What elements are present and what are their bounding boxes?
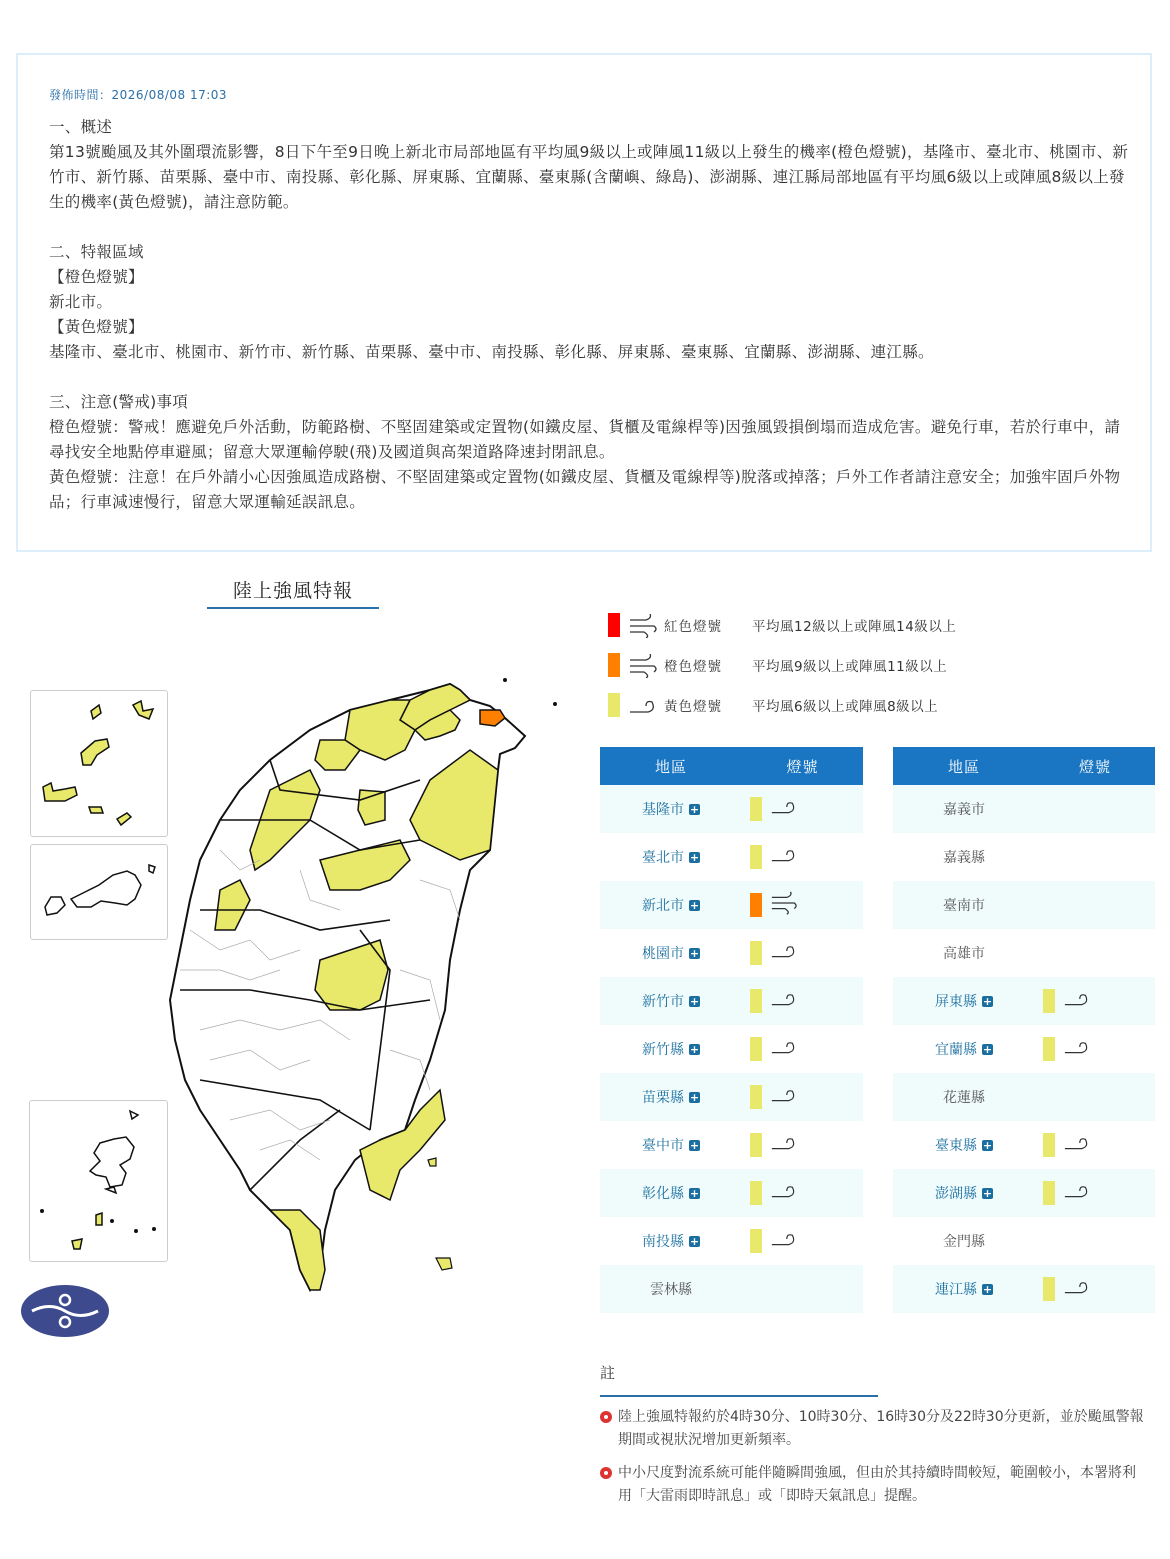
legend-red [600,612,1140,652]
legend-orange-desc: 平均風9級以上或陣風11級以上 [752,659,948,675]
table-row [893,881,1155,929]
table-row [893,833,1155,881]
taiwan-map-svg [160,670,560,1300]
region-orchid-island [436,1258,452,1270]
region-name[interactable]: 南投縣 [642,1234,684,1250]
wind-icon [770,1239,798,1255]
yellow-signal-swatch [750,1181,762,1205]
wind-icon [628,694,658,722]
yellow-signal-swatch [750,1229,762,1253]
wind-icon [770,1143,798,1159]
strong-wind-icon [628,654,658,682]
orange-swatch [608,653,620,677]
region-name: 嘉義市 [943,802,985,818]
table-row [600,1265,863,1313]
wind-icon [1063,1047,1091,1063]
wind-icon [1063,1143,1091,1159]
section-1-body: 第13號颱風及其外圍環流影響，8日下午至9日晚上新北市局部地區有平均風9級以上或陣風11級以上發生的機率(橙色燈號)，基隆市、臺北市、桃園市、新竹市、新竹縣、苗栗縣、臺中市、南投縣、彰化縣、屏東縣、宜蘭縣、臺東縣(含蘭嶼、綠島)、澎湖縣、連江縣局部地區有平均風6級以上或陣風8級以上發生的機率(黃色燈號)，請注意防範。 [49,143,1129,211]
region-name[interactable]: 新北市 [642,898,684,914]
yellow-signal-swatch [1043,989,1055,1013]
yellow-signal-list: 基隆市、臺北市、桃園市、新竹市、新竹縣、苗栗縣、臺中市、南投縣、彰化縣、屏東縣、臺東縣、宜蘭縣、澎湖縣、連江縣。 [49,343,934,361]
legend-red-name: 紅色燈號 [664,619,722,635]
region-table-left [600,747,863,1313]
orange-signal-swatch [750,893,762,917]
expand-icon[interactable]: + [689,851,700,864]
table-row [893,1025,1155,1073]
table-row [893,1169,1155,1217]
wind-icon [770,999,798,1015]
table-row [600,1217,863,1265]
yellow-signal-label: 【黃色燈號】 [49,318,144,336]
table-row [600,977,863,1025]
red-swatch [608,613,620,637]
region-name[interactable]: 臺東縣 [935,1138,977,1154]
wind-icon [770,1095,798,1111]
yellow-signal-swatch [1043,1181,1055,1205]
table-row [600,1121,863,1169]
wind-icon [770,951,798,967]
signal-legend [600,612,1140,732]
region-name: 臺南市 [943,898,985,914]
table-row [893,1121,1155,1169]
yellow-signal-swatch [750,989,762,1013]
region-name[interactable]: 臺中市 [642,1138,684,1154]
region-name[interactable]: 苗栗縣 [642,1090,684,1106]
table-row [893,1265,1155,1313]
note-item [600,1406,1145,1452]
region-name[interactable]: 新竹縣 [642,1042,684,1058]
expand-icon[interactable]: + [689,947,700,960]
expand-icon[interactable]: + [982,1283,993,1296]
region-table-right [893,747,1155,1313]
expand-icon[interactable]: + [689,1043,700,1056]
table-row [600,1073,863,1121]
bulletin-content [49,115,1129,515]
region-name[interactable]: 新竹市 [642,994,684,1010]
yellow-signal-swatch [1043,1277,1055,1301]
header-region: 地區 [600,747,742,785]
expand-icon[interactable]: + [689,899,700,912]
wind-icon [1063,999,1091,1015]
map-title: 陸上強風特報 [207,576,379,609]
cwa-logo [20,1284,110,1338]
table-row [600,1169,863,1217]
header-signal: 燈號 [1035,747,1155,785]
bullet-icon [600,1411,612,1423]
strong-wind-icon [770,903,798,919]
legend-orange [600,652,1140,692]
table-row [893,785,1155,833]
region-name[interactable]: 澎湖縣 [935,1186,977,1202]
table-row [600,785,863,833]
warning-map [0,600,580,1360]
expand-icon[interactable]: + [982,1139,993,1152]
region-name: 嘉義縣 [943,850,985,866]
region-name[interactable]: 臺北市 [642,850,684,866]
expand-icon[interactable]: + [982,1043,993,1056]
notes-title: 註 [600,1362,878,1397]
expand-icon[interactable]: + [982,1187,993,1200]
expand-icon[interactable]: + [689,1187,700,1200]
region-name[interactable]: 屏東縣 [935,994,977,1010]
yellow-signal-swatch [750,845,762,869]
expand-icon[interactable]: + [689,803,700,816]
legend-orange-name: 橙色燈號 [664,659,722,675]
wind-icon [1063,1191,1091,1207]
orange-signal-label: 【橙色燈號】 [49,268,144,286]
header-signal: 燈號 [742,747,863,785]
wind-icon [770,1047,798,1063]
orange-signal-list: 新北市。 [49,293,113,311]
yellow-signal-swatch [750,941,762,965]
expand-icon[interactable]: + [689,1091,700,1104]
table-row [600,881,863,929]
wind-icon [770,855,798,871]
table-row [893,929,1155,977]
legend-yellow-name: 黃色燈號 [664,699,722,715]
region-name: 花蓮縣 [943,1090,985,1106]
yellow-signal-swatch [750,1133,762,1157]
region-name[interactable]: 基隆市 [642,802,684,818]
note-text: 陸上強風特報約於4時30分、10時30分、16時30分及22時30分更新，並於颱風警報期間或視狀況增加更新頻率。 [618,1409,1144,1448]
strong-wind-icon [628,614,658,642]
inset-kinmen[interactable] [30,844,168,940]
inset-matsu[interactable] [29,1100,168,1262]
table-row [600,929,863,977]
region-green-island [428,1158,436,1166]
yellow-swatch [608,693,620,717]
table-row [893,1217,1155,1265]
region-name[interactable]: 連江縣 [935,1282,977,1298]
region-name: 雲林縣 [650,1282,692,1298]
region-hsinchu-county [358,790,385,825]
table-row [893,977,1155,1025]
legend-red-desc: 平均風12級以上或陣風14級以上 [752,619,957,635]
expand-icon[interactable]: + [689,1235,700,1248]
region-name[interactable]: 彰化縣 [642,1186,684,1202]
bulletin-panel [16,53,1152,552]
legend-yellow-desc: 平均風6級以上或陣風8級以上 [752,699,939,715]
section-3-title: 三、注意(警戒)事項 [49,393,189,411]
bullet-icon [600,1467,612,1479]
yellow-signal-swatch [1043,1037,1055,1061]
yellow-signal-swatch [1043,1133,1055,1157]
section-1-title: 一、概述 [49,118,113,136]
wind-icon [770,1191,798,1207]
region-name: 高雄市 [943,946,985,962]
wind-icon [1063,1287,1091,1303]
region-name: 金門縣 [943,1234,985,1250]
legend-yellow [600,692,1140,732]
yellow-signal-swatch [750,797,762,821]
table-row [600,833,863,881]
region-name[interactable]: 宜蘭縣 [935,1042,977,1058]
note-item [600,1462,1145,1508]
region-name[interactable]: 桃園市 [642,946,684,962]
expand-icon[interactable]: + [689,1139,700,1152]
note-text: 中小尺度對流系統可能伴隨瞬間強風，但由於其持續時間較短，範圍較小，本署將利用「大雷雨即時訊息」或「即時天氣訊息」提醒。 [618,1465,1136,1504]
expand-icon[interactable]: + [689,995,700,1008]
yellow-signal-swatch [750,1085,762,1109]
table-row [600,1025,863,1073]
inset-penghu[interactable] [30,690,168,837]
yellow-advice: 黃色燈號：注意！在戶外請小心因強風造成路樹、不堅固建築或定置物(如鐵皮屋、貨櫃及電線桿等)脫落或掉落；戶外工作者請注意安全；加強牢固戶外物品；行車減速慢行，留意大眾運輸延誤訊息。 [49,468,1121,511]
publish-time: 發佈時間：2026/08/08 17:03 [49,88,228,102]
section-2-title: 二、特報區域 [49,243,144,261]
wind-icon [770,807,798,823]
orange-advice: 橙色燈號：警戒！應避免戶外活動，防範路樹、不堅固建築或定置物(如鐵皮屋、貨櫃及電線桿等)因強風毀損倒塌而造成危害。避免行車，若於行車中，請尋找安全地點停車避風；留意大眾運輸停駛(飛)及國道與高架道路降速封閉訊息。 [49,418,1121,461]
table-row [893,1073,1155,1121]
header-region: 地區 [893,747,1035,785]
expand-icon[interactable]: + [982,995,993,1008]
yellow-signal-swatch [750,1037,762,1061]
